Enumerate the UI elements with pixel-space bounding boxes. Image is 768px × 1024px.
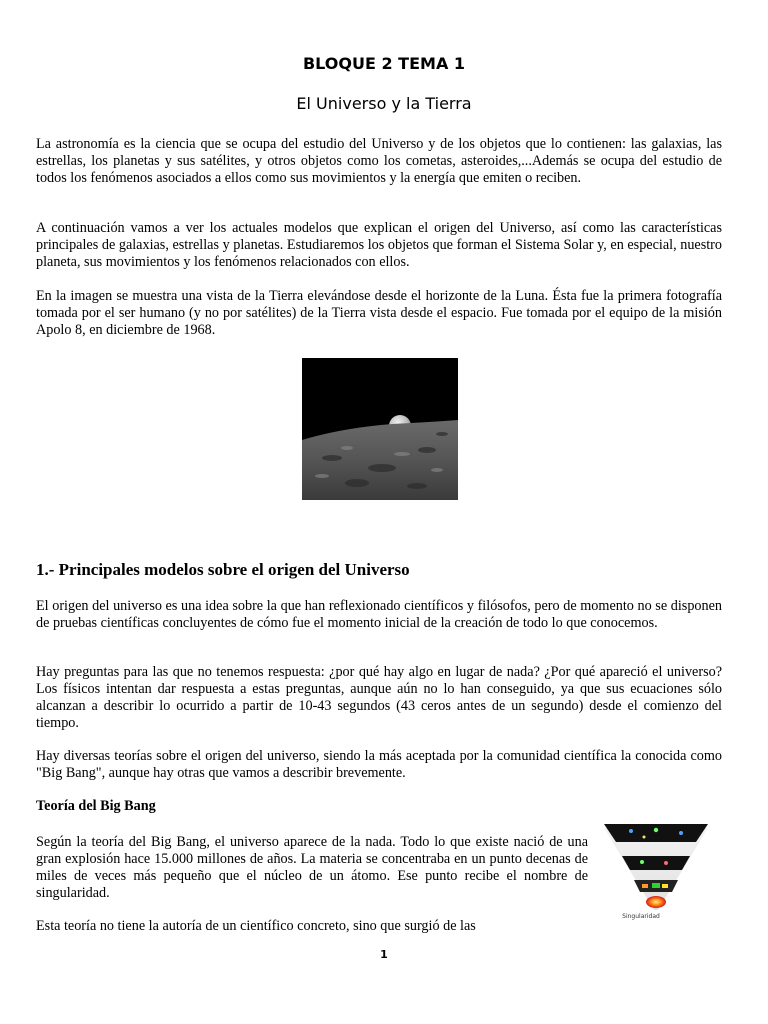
section-paragraph-2: Hay preguntas para las que no tenemos respuesta: ¿por qué hay algo en lugar de nada? ¿Por qué apareció el universo? Los físicos intentan dar respuesta a estas preguntas, aunque aún no lo han conseguido, ya que sus ecuaciones sólo alcanzan a describir lo ocurrido a partir de 10-43 segundos (43 ceros antes de un segundo) desde el comienzo del tiempo. (36, 664, 722, 731)
page-number: 1 (380, 948, 388, 961)
big-bang-paragraph-continued: Esta teoría no tiene la autoría de un científico concreto, sino que surgió de las (36, 918, 476, 934)
section-heading: 1.- Principales modelos sobre el origen del Universo (36, 560, 410, 579)
intro-paragraph-2: A continuación vamos a ver los actuales modelos que explican el origen del Universo, así como las características principales de galaxias, estrellas y planetas. Estudiaremos los objetos que forman el Sistema Solar y, en especial, nuestro planeta, sus movimientos y los fenómenos relacionados con ellos. (36, 220, 722, 270)
big-bang-diagram (596, 818, 716, 926)
big-bang-paragraph: Según la teoría del Big Bang, el universo aparece de la nada. Todo lo que existe nació de una gran explosión hace 15.000 millones de años. La materia se concentraba en un punto decenas de miles de veces más pequeño que el núcleo de un átomo. Ese punto recibe el nombre de singularidad. (36, 834, 588, 901)
earthrise-photo (302, 358, 458, 500)
diagram-caption: Singularidad (622, 913, 660, 920)
page-title: El Universo y la Tierra (296, 94, 472, 113)
intro-paragraph-3: En la imagen se muestra una vista de la Tierra elevándose desde el horizonte de la Luna. Ésta fue la primera fotografía tomada por el ser humano (y no por satélites) de la Tierra vista desde el espacio. Fue tomada por el equipo de la misión Apolo 8, en diciembre de 1968. (36, 288, 722, 338)
subsection-heading: Teoría del Big Bang (36, 798, 156, 814)
block-title: BLOQUE 2 TEMA 1 (302, 54, 466, 73)
earthrise-image (302, 358, 458, 500)
intro-paragraph-1: La astronomía es la ciencia que se ocupa del estudio del Universo y de los objetos que lo contienen: las galaxias, las estrellas, los planetas y sus satélites, y otros objetos como los cometas, asteroides,...Además se ocupa del estudio de todos los fenómenos asociados a ellos como sus movimientos y la energía que emiten o reciben. (36, 136, 722, 186)
section-paragraph-3: Hay diversas teorías sobre el origen del universo, siendo la más aceptada por la comunidad científica la conocida como "Big Bang", aunque hay otras que vamos a describir brevemente. (36, 748, 722, 781)
section-paragraph-1: El origen del universo es una idea sobre la que han reflexionado científicos y filósofos, pero de momento no se disponen de pruebas científicas concluyentes de cómo fue el momento inicial de la creación de todo lo que conocemos. (36, 598, 722, 631)
big-bang-cone-illustration (596, 818, 716, 926)
